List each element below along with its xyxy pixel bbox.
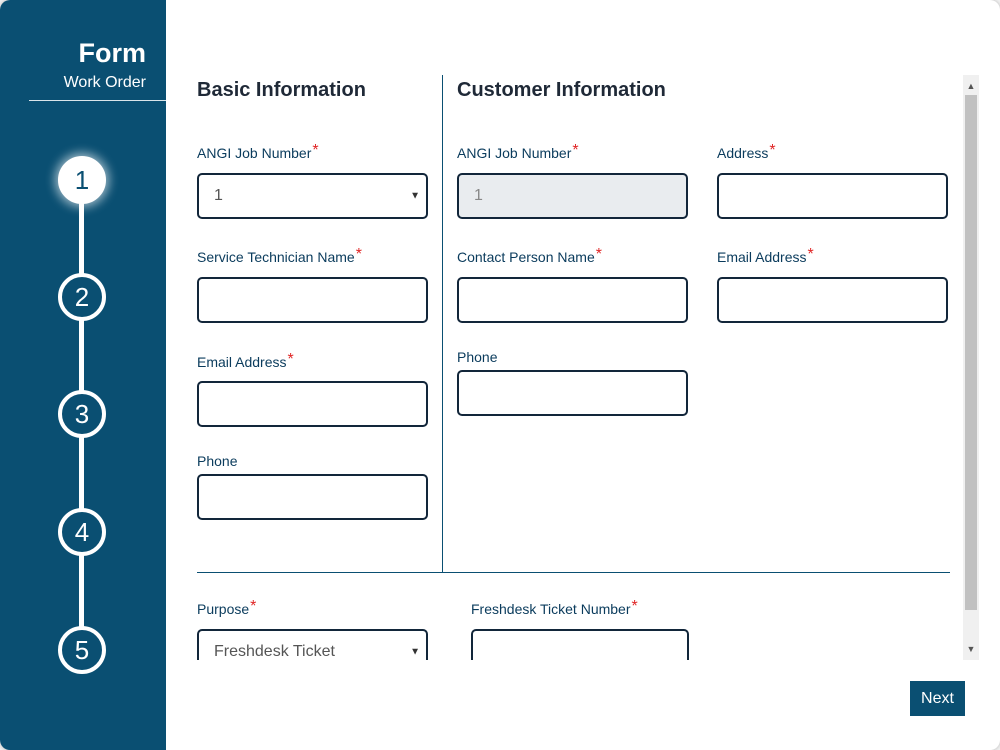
contact-name-label: Contact Person Name* [457, 246, 602, 265]
basic-info-heading: Basic Information [197, 79, 366, 101]
step-3[interactable]: 3 [58, 390, 106, 438]
customer-job-number-field: 1 [457, 173, 688, 219]
step-2[interactable]: 2 [58, 273, 106, 321]
step-1[interactable]: 1 [58, 156, 106, 204]
customer-email-label: Email Address* [717, 246, 814, 265]
purpose-label: Purpose* [197, 598, 257, 617]
scroll-up-icon[interactable]: ▲ [966, 81, 976, 91]
customer-email-input[interactable] [734, 279, 946, 321]
job-number-select[interactable]: 1 ▼ [197, 173, 428, 219]
form-content [166, 75, 966, 660]
ticket-number-input[interactable] [488, 631, 687, 660]
column-divider [442, 75, 443, 572]
technician-name-field[interactable] [197, 277, 428, 323]
ticket-number-label: Freshdesk Ticket Number* [471, 598, 638, 617]
basic-phone-input[interactable] [214, 476, 426, 518]
section-divider [197, 572, 950, 573]
ticket-number-field[interactable] [471, 629, 689, 660]
address-input[interactable] [734, 175, 946, 217]
scroll-down-icon[interactable]: ▼ [966, 644, 976, 654]
scroll-thumb[interactable] [965, 95, 977, 610]
basic-email-field[interactable] [197, 381, 428, 427]
technician-name-input[interactable] [214, 279, 426, 321]
customer-phone-label: Phone [457, 349, 498, 365]
contact-name-input[interactable] [474, 279, 686, 321]
customer-job-number-label: ANGI Job Number* [457, 142, 579, 161]
technician-name-label: Service Technician Name* [197, 246, 362, 265]
chevron-down-icon: ▼ [410, 646, 420, 658]
customer-email-field[interactable] [717, 277, 948, 323]
form-subtitle: Work Order [63, 74, 146, 91]
step-4[interactable]: 4 [58, 508, 106, 556]
vertical-scrollbar[interactable] [963, 75, 979, 660]
step-5[interactable]: 5 [58, 626, 106, 674]
basic-phone-label: Phone [197, 453, 238, 469]
customer-info-heading: Customer Information [457, 79, 666, 101]
next-button[interactable]: Next [910, 681, 965, 716]
purpose-select[interactable]: Freshdesk Ticket ▼ [197, 629, 428, 660]
basic-email-input[interactable] [214, 383, 426, 425]
sidebar-divider [29, 100, 166, 101]
address-field[interactable] [717, 173, 948, 219]
basic-email-label: Email Address* [197, 351, 294, 370]
basic-phone-field[interactable] [197, 474, 428, 520]
customer-phone-input[interactable] [474, 372, 686, 414]
form-title: Form [78, 38, 146, 68]
address-label: Address* [717, 142, 776, 161]
job-number-label: ANGI Job Number* [197, 142, 319, 161]
customer-phone-field[interactable] [457, 370, 688, 416]
sidebar [0, 0, 166, 750]
contact-name-field[interactable] [457, 277, 688, 323]
chevron-down-icon: ▼ [410, 190, 420, 202]
